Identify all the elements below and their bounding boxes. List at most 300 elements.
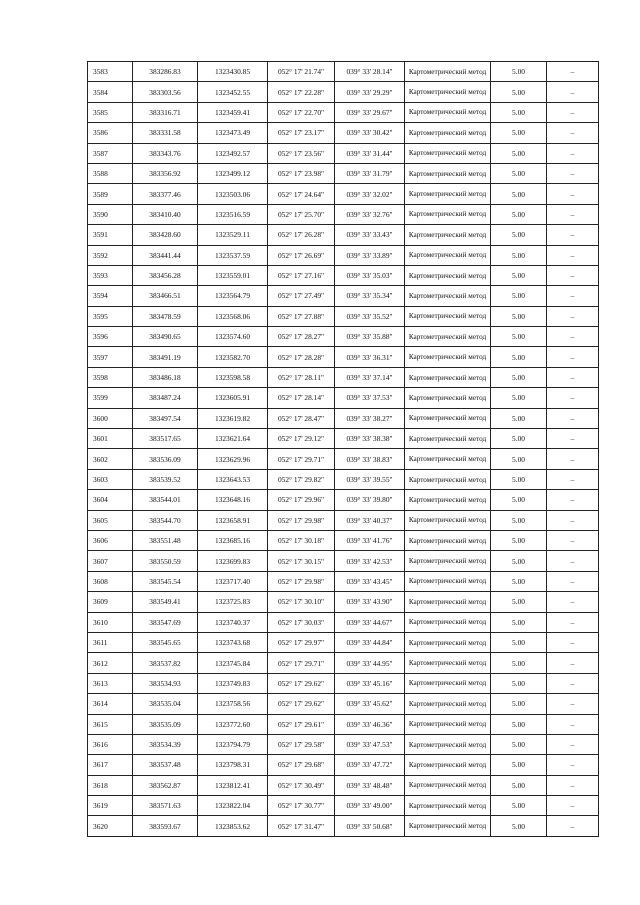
table-row [88, 490, 599, 510]
cell-point-number: 3594 [88, 286, 133, 306]
cell-latitude: 052° 17' 28.14" [268, 388, 335, 408]
cell-accuracy: 5.00 [491, 694, 547, 714]
cell-method: Картометрический метод [405, 408, 491, 428]
cell-longitude: 039° 33' 45.62" [335, 694, 405, 714]
table-row [88, 530, 599, 550]
cell-note: – [547, 632, 599, 652]
table-row [88, 286, 599, 306]
cell-point-number: 3593 [88, 265, 133, 285]
cell-accuracy: 5.00 [491, 286, 547, 306]
cell-method: Картометрический метод [405, 265, 491, 285]
cell-note: – [547, 408, 599, 428]
table-row [88, 408, 599, 428]
table-row [88, 204, 599, 224]
cell-point-number: 3585 [88, 102, 133, 122]
table-row [88, 245, 599, 265]
cell-accuracy: 5.00 [491, 204, 547, 224]
cell-accuracy: 5.00 [491, 367, 547, 387]
cell-accuracy: 5.00 [491, 490, 547, 510]
cell-x-coordinate: 383286.83 [133, 62, 198, 82]
cell-y-coordinate: 1323717.40 [198, 571, 268, 591]
table-row [88, 734, 599, 754]
cell-y-coordinate: 1323564.79 [198, 286, 268, 306]
cell-note: – [547, 306, 599, 326]
cell-note: – [547, 592, 599, 612]
cell-note: – [547, 449, 599, 469]
cell-accuracy: 5.00 [491, 225, 547, 245]
cell-method: Картометрический метод [405, 429, 491, 449]
cell-point-number: 3610 [88, 612, 133, 632]
cell-x-coordinate: 383486.18 [133, 367, 198, 387]
cell-x-coordinate: 383535.04 [133, 694, 198, 714]
cell-latitude: 052° 17' 27.49" [268, 286, 335, 306]
cell-note: – [547, 62, 599, 82]
cell-y-coordinate: 1323492.57 [198, 143, 268, 163]
cell-note: – [547, 123, 599, 143]
cell-longitude: 039° 33' 40.37" [335, 510, 405, 530]
cell-method: Картометрический метод [405, 653, 491, 673]
cell-latitude: 052° 17' 30.18" [268, 530, 335, 550]
cell-longitude: 039° 33' 32.02" [335, 184, 405, 204]
cell-latitude: 052° 17' 27.88" [268, 306, 335, 326]
cell-note: – [547, 388, 599, 408]
cell-longitude: 039° 33' 45.16" [335, 673, 405, 693]
cell-method: Картометрический метод [405, 571, 491, 591]
cell-longitude: 039° 33' 33.43" [335, 225, 405, 245]
cell-note: – [547, 225, 599, 245]
cell-point-number: 3615 [88, 714, 133, 734]
cell-latitude: 052° 17' 29.71" [268, 449, 335, 469]
cell-y-coordinate: 1323648.16 [198, 490, 268, 510]
cell-y-coordinate: 1323685.16 [198, 530, 268, 550]
cell-latitude: 052° 17' 29.62" [268, 694, 335, 714]
cell-longitude: 039° 33' 47.53" [335, 734, 405, 754]
cell-note: – [547, 102, 599, 122]
cell-method: Картометрический метод [405, 245, 491, 265]
cell-longitude: 039° 33' 33.89" [335, 245, 405, 265]
cell-latitude: 052° 17' 25.70" [268, 204, 335, 224]
cell-point-number: 3613 [88, 673, 133, 693]
cell-longitude: 039° 33' 38.83" [335, 449, 405, 469]
cell-note: – [547, 694, 599, 714]
cell-method: Картометрический метод [405, 143, 491, 163]
cell-accuracy: 5.00 [491, 673, 547, 693]
cell-note: – [547, 796, 599, 816]
cell-longitude: 039° 33' 35.88" [335, 327, 405, 347]
cell-accuracy: 5.00 [491, 592, 547, 612]
cell-latitude: 052° 17' 30.03" [268, 612, 335, 632]
cell-latitude: 052° 17' 22.28" [268, 82, 335, 102]
cell-latitude: 052° 17' 23.98" [268, 163, 335, 183]
table-row [88, 449, 599, 469]
cell-accuracy: 5.00 [491, 62, 547, 82]
cell-accuracy: 5.00 [491, 612, 547, 632]
cell-method: Картометрический метод [405, 592, 491, 612]
cell-method: Картометрический метод [405, 449, 491, 469]
cell-method: Картометрический метод [405, 62, 491, 82]
cell-y-coordinate: 1323452.55 [198, 82, 268, 102]
cell-method: Картометрический метод [405, 816, 491, 836]
cell-method: Картометрический метод [405, 673, 491, 693]
cell-accuracy: 5.00 [491, 245, 547, 265]
cell-y-coordinate: 1323798.31 [198, 755, 268, 775]
cell-x-coordinate: 383537.48 [133, 755, 198, 775]
cell-method: Картометрический метод [405, 102, 491, 122]
cell-longitude: 039° 33' 35.52" [335, 306, 405, 326]
cell-x-coordinate: 383544.01 [133, 490, 198, 510]
table-row [88, 102, 599, 122]
cell-longitude: 039° 33' 41.76" [335, 530, 405, 550]
cell-point-number: 3592 [88, 245, 133, 265]
cell-x-coordinate: 383428.60 [133, 225, 198, 245]
cell-x-coordinate: 383410.40 [133, 204, 198, 224]
cell-latitude: 052° 17' 29.12" [268, 429, 335, 449]
cell-latitude: 052° 17' 22.70" [268, 102, 335, 122]
cell-latitude: 052° 17' 29.68" [268, 755, 335, 775]
cell-latitude: 052° 17' 21.74" [268, 62, 335, 82]
cell-point-number: 3614 [88, 694, 133, 714]
cell-y-coordinate: 1323537.59 [198, 245, 268, 265]
cell-accuracy: 5.00 [491, 816, 547, 836]
cell-x-coordinate: 383517.65 [133, 429, 198, 449]
cell-latitude: 052° 17' 28.27" [268, 327, 335, 347]
cell-method: Картометрический метод [405, 632, 491, 652]
cell-latitude: 052° 17' 28.28" [268, 347, 335, 367]
cell-longitude: 039° 33' 39.55" [335, 469, 405, 489]
table-row [88, 265, 599, 285]
cell-longitude: 039° 33' 38.27" [335, 408, 405, 428]
cell-point-number: 3597 [88, 347, 133, 367]
cell-point-number: 3586 [88, 123, 133, 143]
cell-x-coordinate: 383466.51 [133, 286, 198, 306]
cell-latitude: 052° 17' 29.62" [268, 673, 335, 693]
cell-latitude: 052° 17' 28.11" [268, 367, 335, 387]
table-row [88, 367, 599, 387]
cell-x-coordinate: 383549.41 [133, 592, 198, 612]
table-row [88, 592, 599, 612]
cell-accuracy: 5.00 [491, 796, 547, 816]
cell-x-coordinate: 383456.28 [133, 265, 198, 285]
cell-accuracy: 5.00 [491, 429, 547, 449]
cell-y-coordinate: 1323582.70 [198, 347, 268, 367]
cell-note: – [547, 82, 599, 102]
cell-y-coordinate: 1323529.11 [198, 225, 268, 245]
cell-accuracy: 5.00 [491, 530, 547, 550]
cell-accuracy: 5.00 [491, 265, 547, 285]
cell-x-coordinate: 383537.82 [133, 653, 198, 673]
table-row [88, 694, 599, 714]
cell-point-number: 3609 [88, 592, 133, 612]
cell-point-number: 3584 [88, 82, 133, 102]
cell-accuracy: 5.00 [491, 408, 547, 428]
cell-longitude: 039° 33' 35.34" [335, 286, 405, 306]
cell-y-coordinate: 1323503.06 [198, 184, 268, 204]
cell-method: Картометрический метод [405, 163, 491, 183]
cell-latitude: 052° 17' 30.10" [268, 592, 335, 612]
cell-x-coordinate: 383545.54 [133, 571, 198, 591]
cell-method: Картометрический метод [405, 388, 491, 408]
cell-longitude: 039° 33' 50.68" [335, 816, 405, 836]
cell-point-number: 3600 [88, 408, 133, 428]
cell-accuracy: 5.00 [491, 469, 547, 489]
cell-longitude: 039° 33' 44.84" [335, 632, 405, 652]
cell-accuracy: 5.00 [491, 734, 547, 754]
cell-note: – [547, 734, 599, 754]
table-row [88, 714, 599, 734]
cell-point-number: 3599 [88, 388, 133, 408]
cell-point-number: 3602 [88, 449, 133, 469]
cell-method: Картометрический метод [405, 796, 491, 816]
cell-longitude: 039° 33' 44.95" [335, 653, 405, 673]
cell-method: Картометрический метод [405, 123, 491, 143]
cell-method: Картометрический метод [405, 612, 491, 632]
cell-latitude: 052° 17' 29.97" [268, 632, 335, 652]
cell-accuracy: 5.00 [491, 388, 547, 408]
cell-point-number: 3608 [88, 571, 133, 591]
table-row [88, 123, 599, 143]
cell-y-coordinate: 1323822.04 [198, 796, 268, 816]
cell-point-number: 3588 [88, 163, 133, 183]
cell-latitude: 052° 17' 29.82" [268, 469, 335, 489]
table-row [88, 306, 599, 326]
cell-method: Картометрический метод [405, 694, 491, 714]
cell-accuracy: 5.00 [491, 755, 547, 775]
cell-note: – [547, 714, 599, 734]
cell-longitude: 039° 33' 42.53" [335, 551, 405, 571]
cell-point-number: 3611 [88, 632, 133, 652]
cell-method: Картометрический метод [405, 286, 491, 306]
cell-longitude: 039° 33' 28.14" [335, 62, 405, 82]
cell-accuracy: 5.00 [491, 306, 547, 326]
cell-latitude: 052° 17' 29.71" [268, 653, 335, 673]
cell-x-coordinate: 383562.87 [133, 775, 198, 795]
cell-note: – [547, 530, 599, 550]
cell-x-coordinate: 383534.93 [133, 673, 198, 693]
cell-note: – [547, 755, 599, 775]
cell-y-coordinate: 1323621.64 [198, 429, 268, 449]
cell-latitude: 052° 17' 30.49" [268, 775, 335, 795]
cell-latitude: 052° 17' 29.98" [268, 571, 335, 591]
cell-accuracy: 5.00 [491, 184, 547, 204]
cell-note: – [547, 490, 599, 510]
cell-point-number: 3616 [88, 734, 133, 754]
cell-method: Картометрический метод [405, 184, 491, 204]
cell-y-coordinate: 1323629.96 [198, 449, 268, 469]
cell-x-coordinate: 383331.58 [133, 123, 198, 143]
cell-latitude: 052° 17' 31.47" [268, 816, 335, 836]
cell-y-coordinate: 1323749.83 [198, 673, 268, 693]
cell-latitude: 052° 17' 29.58" [268, 734, 335, 754]
cell-latitude: 052° 17' 26.28" [268, 225, 335, 245]
cell-note: – [547, 429, 599, 449]
cell-point-number: 3619 [88, 796, 133, 816]
cell-y-coordinate: 1323812.41 [198, 775, 268, 795]
cell-y-coordinate: 1323643.53 [198, 469, 268, 489]
cell-note: – [547, 245, 599, 265]
cell-y-coordinate: 1323725.83 [198, 592, 268, 612]
cell-y-coordinate: 1323699.83 [198, 551, 268, 571]
cell-accuracy: 5.00 [491, 775, 547, 795]
table-row [88, 510, 599, 530]
cell-accuracy: 5.00 [491, 163, 547, 183]
cell-longitude: 039° 33' 37.14" [335, 367, 405, 387]
cell-point-number: 3589 [88, 184, 133, 204]
cell-method: Картометрический метод [405, 469, 491, 489]
cell-longitude: 039° 33' 31.79" [335, 163, 405, 183]
cell-longitude: 039° 33' 48.48" [335, 775, 405, 795]
cell-note: – [547, 775, 599, 795]
cell-y-coordinate: 1323605.91 [198, 388, 268, 408]
table-row [88, 571, 599, 591]
cell-note: – [547, 143, 599, 163]
cell-y-coordinate: 1323758.56 [198, 694, 268, 714]
cell-y-coordinate: 1323743.68 [198, 632, 268, 652]
cell-x-coordinate: 383571.63 [133, 796, 198, 816]
cell-x-coordinate: 383536.09 [133, 449, 198, 469]
cell-method: Картометрический метод [405, 306, 491, 326]
cell-y-coordinate: 1323473.49 [198, 123, 268, 143]
cell-accuracy: 5.00 [491, 632, 547, 652]
table-row [88, 632, 599, 652]
cell-method: Картометрический метод [405, 225, 491, 245]
cell-x-coordinate: 383303.56 [133, 82, 198, 102]
cell-method: Картометрический метод [405, 510, 491, 530]
cell-accuracy: 5.00 [491, 82, 547, 102]
table-row [88, 551, 599, 571]
cell-note: – [547, 347, 599, 367]
cell-longitude: 039° 33' 43.45" [335, 571, 405, 591]
table-row [88, 816, 599, 836]
cell-accuracy: 5.00 [491, 449, 547, 469]
cell-x-coordinate: 383539.52 [133, 469, 198, 489]
table-row [88, 796, 599, 816]
table-row [88, 775, 599, 795]
cell-x-coordinate: 383316.71 [133, 102, 198, 122]
cell-longitude: 039° 33' 31.44" [335, 143, 405, 163]
cell-y-coordinate: 1323740.37 [198, 612, 268, 632]
cell-x-coordinate: 383487.24 [133, 388, 198, 408]
table-row [88, 612, 599, 632]
cell-note: – [547, 286, 599, 306]
cell-x-coordinate: 383534.39 [133, 734, 198, 754]
cell-longitude: 039° 33' 44.67" [335, 612, 405, 632]
cell-x-coordinate: 383377.46 [133, 184, 198, 204]
cell-longitude: 039° 33' 35.03" [335, 265, 405, 285]
cell-method: Картометрический метод [405, 367, 491, 387]
cell-point-number: 3603 [88, 469, 133, 489]
cell-x-coordinate: 383356.92 [133, 163, 198, 183]
cell-latitude: 052° 17' 24.64" [268, 184, 335, 204]
cell-point-number: 3590 [88, 204, 133, 224]
cell-longitude: 039° 33' 29.29" [335, 82, 405, 102]
cell-point-number: 3591 [88, 225, 133, 245]
cell-accuracy: 5.00 [491, 143, 547, 163]
cell-accuracy: 5.00 [491, 123, 547, 143]
cell-latitude: 052° 17' 29.98" [268, 510, 335, 530]
cell-latitude: 052° 17' 29.61" [268, 714, 335, 734]
table-row [88, 347, 599, 367]
cell-point-number: 3595 [88, 306, 133, 326]
cell-method: Картометрический метод [405, 204, 491, 224]
cell-point-number: 3607 [88, 551, 133, 571]
cell-x-coordinate: 383490.65 [133, 327, 198, 347]
cell-accuracy: 5.00 [491, 327, 547, 347]
cell-longitude: 039° 33' 46.36" [335, 714, 405, 734]
cell-x-coordinate: 383544.70 [133, 510, 198, 530]
cell-point-number: 3605 [88, 510, 133, 530]
cell-y-coordinate: 1323853.62 [198, 816, 268, 836]
cell-note: – [547, 265, 599, 285]
cell-note: – [547, 327, 599, 347]
cell-longitude: 039° 33' 32.76" [335, 204, 405, 224]
cell-y-coordinate: 1323794.79 [198, 734, 268, 754]
cell-method: Картометрический метод [405, 551, 491, 571]
cell-method: Картометрический метод [405, 327, 491, 347]
cell-y-coordinate: 1323772.60 [198, 714, 268, 734]
cell-point-number: 3583 [88, 62, 133, 82]
cell-point-number: 3612 [88, 653, 133, 673]
cell-latitude: 052° 17' 27.16" [268, 265, 335, 285]
cell-y-coordinate: 1323568.06 [198, 306, 268, 326]
cell-x-coordinate: 383550.59 [133, 551, 198, 571]
cell-y-coordinate: 1323745.84 [198, 653, 268, 673]
cell-method: Картометрический метод [405, 714, 491, 734]
cell-longitude: 039° 33' 47.72" [335, 755, 405, 775]
cell-point-number: 3601 [88, 429, 133, 449]
cell-accuracy: 5.00 [491, 102, 547, 122]
cell-point-number: 3598 [88, 367, 133, 387]
cell-accuracy: 5.00 [491, 347, 547, 367]
cell-longitude: 039° 33' 43.90" [335, 592, 405, 612]
cell-note: – [547, 673, 599, 693]
cell-point-number: 3617 [88, 755, 133, 775]
table-row [88, 429, 599, 449]
cell-point-number: 3606 [88, 530, 133, 550]
cell-point-number: 3596 [88, 327, 133, 347]
table-row [88, 143, 599, 163]
cell-y-coordinate: 1323499.12 [198, 163, 268, 183]
cell-point-number: 3587 [88, 143, 133, 163]
cell-accuracy: 5.00 [491, 510, 547, 530]
cell-note: – [547, 367, 599, 387]
cell-y-coordinate: 1323619.82 [198, 408, 268, 428]
cell-y-coordinate: 1323459.41 [198, 102, 268, 122]
table-row [88, 673, 599, 693]
cell-x-coordinate: 383497.54 [133, 408, 198, 428]
cell-accuracy: 5.00 [491, 571, 547, 591]
cell-latitude: 052° 17' 29.96" [268, 490, 335, 510]
cell-note: – [547, 571, 599, 591]
table-row [88, 653, 599, 673]
cell-x-coordinate: 383551.48 [133, 530, 198, 550]
cell-accuracy: 5.00 [491, 714, 547, 734]
cell-longitude: 039° 33' 39.80" [335, 490, 405, 510]
table-row [88, 755, 599, 775]
cell-method: Картометрический метод [405, 755, 491, 775]
cell-accuracy: 5.00 [491, 653, 547, 673]
cell-method: Картометрический метод [405, 734, 491, 754]
cell-y-coordinate: 1323574.60 [198, 327, 268, 347]
cell-latitude: 052° 17' 30.77" [268, 796, 335, 816]
cell-x-coordinate: 383491.19 [133, 347, 198, 367]
cell-method: Картометрический метод [405, 347, 491, 367]
cell-note: – [547, 163, 599, 183]
cell-method: Картометрический метод [405, 775, 491, 795]
cell-x-coordinate: 383343.76 [133, 143, 198, 163]
cell-method: Картометрический метод [405, 530, 491, 550]
cell-point-number: 3618 [88, 775, 133, 795]
cell-x-coordinate: 383547.69 [133, 612, 198, 632]
